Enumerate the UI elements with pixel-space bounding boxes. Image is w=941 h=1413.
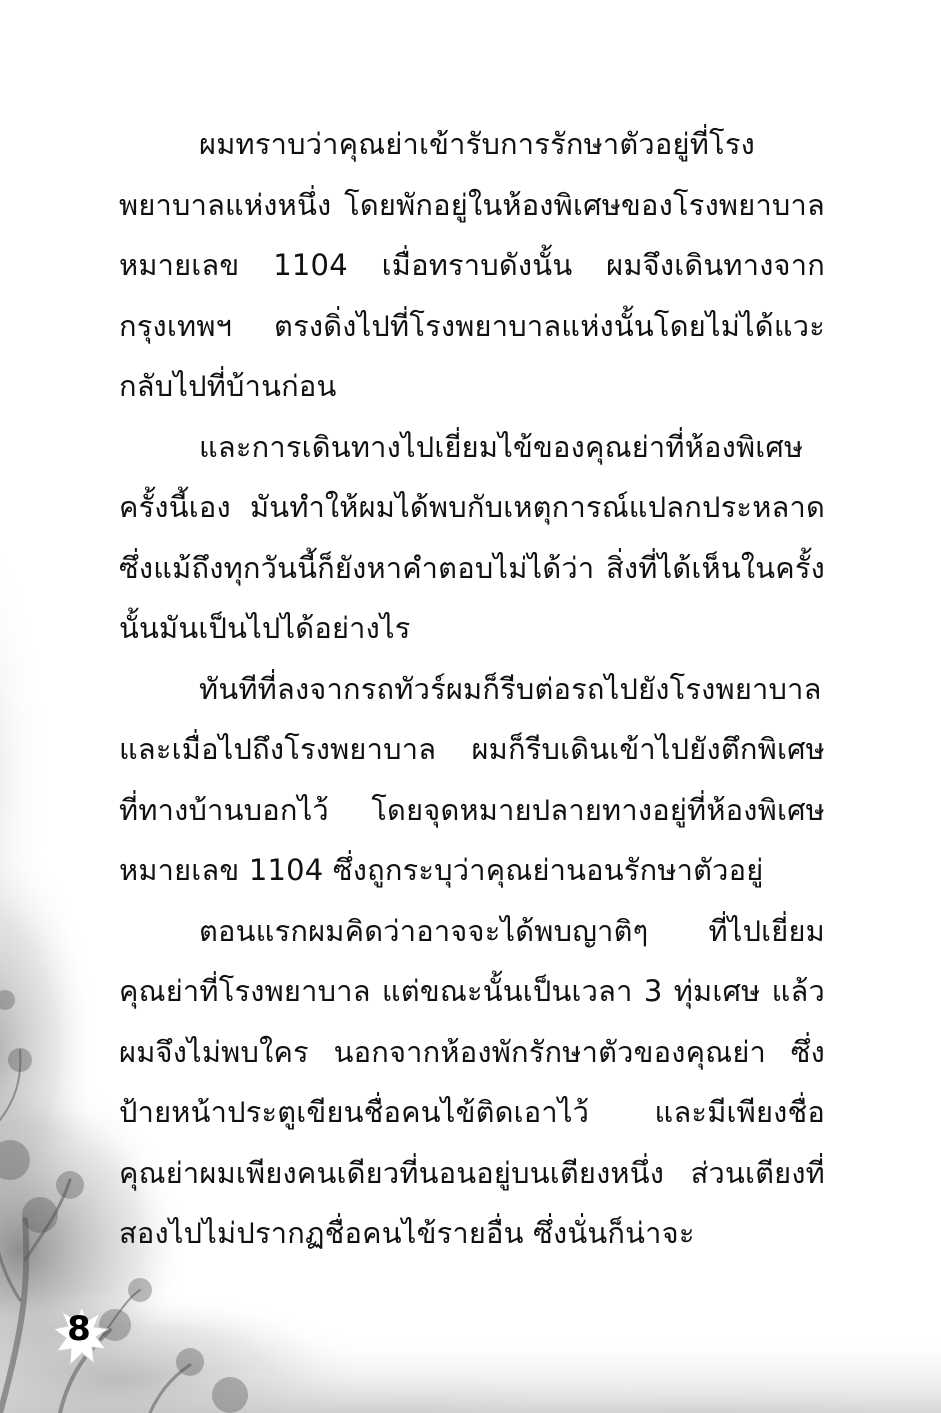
paragraph: ตอนแรกผมคิดว่าอาจจะได้พบญาติๆ ที่ไปเยี่ยมคุณย่าที่โรงพยาบาล แต่ขณะนั้นเป็นเวลา 3 ทุ่มเศษ แล้วผมจึงไม่พบใคร นอกจากห้องพักรักษาตัวของคุณย่า ซึ่งป้ายหน้าประตูเขียนชื่อคนไข้ติดเอาไว้ และมีเพียงชื่อคุณย่าผมเพียงคนเดียวที่นอนอยู่บนเตียงหนึ่ง ส่วนเตียงที่สองไปไม่ปรากฏชื่อคนไข้รายอื่น ซึ่งนั่นก็น่าจะ <box>119 913 825 1250</box>
page-number <box>54 1305 110 1369</box>
body-text <box>119 114 825 1264</box>
paragraph: ผมทราบว่าคุณย่าเข้ารับการรักษาตัวอยู่ที่โรงพยาบาลแห่งหนึ่ง โดยพักอยู่ในห้องพิเศษของโรงพยาบาล หมายเลข 1104 เมื่อทราบดังนั้น ผมจึงเดินทางจากกรุงเทพฯ ตรงดิ่งไปที่โรงพยาบาลแห่งนั้นโดยไม่ได้แวะกลับไปที่บ้านก่อน <box>119 127 825 403</box>
page-number-label: 8 <box>67 1309 91 1349</box>
paragraph: และการเดินทางไปเยี่ยมไข้ของคุณย่าที่ห้องพิเศษครั้งนี้เอง มันทำให้ผมได้พบกับเหตุการณ์แปลกประหลาด ซึ่งแม้ถึงทุกวันนี้ก็ยังหาคำตอบไม่ได้ว่า สิ่งที่ได้เห็นในครั้งนั้นมันเป็นไปได้อย่างไร <box>119 429 825 645</box>
paragraph: ทันทีที่ลงจากรถทัวร์ผมก็รีบต่อรถไปยังโรงพยาบาล และเมื่อไปถึงโรงพยาบาล ผมก็รีบเดินเข้าไปยังตึกพิเศษที่ทางบ้านบอกไว้ โดยจุดหมายปลายทางอยู่ที่ห้องพิเศษหมายเลข 1104 ซึ่งถูกระบุว่าคุณย่านอนรักษาตัวอยู่ <box>119 671 825 887</box>
